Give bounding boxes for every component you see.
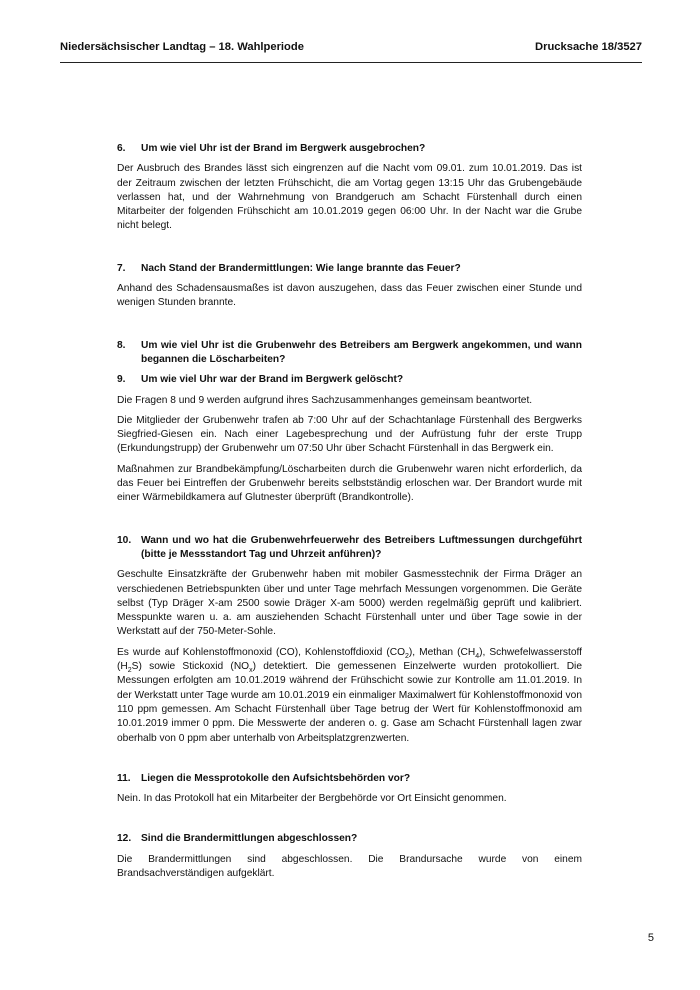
question-9: [117, 373, 582, 387]
question-text: Liegen die Messprotokolle den Aufsichtsbehörden vor?: [141, 772, 411, 784]
header-title: Niedersächsischer Landtag – 18. Wahlperiode: [60, 41, 304, 53]
answer-10-devices: Geschulte Einsatzkräfte der Grubenwehr haben mit mobiler Gasmesstechnik der Firma Dräger an verschiedenen Betriebspunkten über und unter Tage mehrfach Messungen vorgenommen. Die Geräte selbst (Typ Dräger X-am 2500 sowie Dräger X-am 5000) werden regelmäßig geprüft und kalibriert. Messpunkte waren u. a. am ausziehenden Schacht Fürstenhall unter und über Tage sowie in der Werkstatt auf der 750-Meter-Sohle.: [117, 569, 582, 638]
question-text: Um wie viel Uhr war der Brand im Bergwerk gelöscht?: [141, 374, 404, 386]
answer-10-measurements: Es wurde auf Kohlenstoffmonoxid (CO), Kohlenstoffdioxid $(CO_2)$, Methan $(CH_4)$, Schwefelwasserstoff $(H_2S)$ sowie Stickoxid $(NO_x)$ detektiert. Die gemessenen Einzelwerte wurden protokolliert. Die Messungen erfolgten am 10.01.2019 während der Frühschicht sowie zur Kontrolle am 11.01.2019. In der Werkstatt unter Tage wurde am 10.01.2019 ein einmaliger Maximalwert für Kohlenstoffmonoxid von 110 ppm gemessen. Am Schacht Fürstenhall über Tage betrug der Wert für Kohlenstoffmonoxid am 10.01.2019 immer 0 ppm. Die Messwerte der anderen o. g. Gase am Schacht Fürstenhall lagen zwar oberhalb von 0 ppm aber unterhalb von Arbeitsplatzgrenzwerten.: [117, 646, 582, 744]
question-number: 8.: [117, 339, 126, 351]
question-11: [117, 772, 582, 786]
answer-8-9-extinguishing: Maßnahmen zur Brandbekämpfung/Löscharbeiten durch die Grubenwehr waren nicht erforderlich, da das Feuer bei Eintreffen der Grubenwehr bereits selbstständig erloschen war. Der Brandort wurde mit einer Wärmebildkamera auf Glutnester überprüft (Brandkontrolle).: [117, 463, 582, 504]
question-text: Wann und wo hat die Grubenwehrfeuerwehr des Betreibers Luftmessungen durchgeführt (bitte je Messstandort Tag und Uhrzeit anführen)?: [141, 534, 582, 560]
question-text: Nach Stand der Brandermittlungen: Wie lange brannte das Feuer?: [141, 262, 461, 274]
question-number: 12.: [117, 833, 132, 845]
answer-8-9-intro: Die Fragen 8 und 9 werden aufgrund ihres Sachzusammenhanges gemeinsam beantwortet.: [117, 394, 533, 406]
question-7: [117, 262, 582, 276]
question-number: 9.: [117, 374, 126, 386]
question-text: Sind die Brandermittlungen abgeschlossen?: [141, 833, 358, 845]
question-number: 7.: [117, 262, 126, 274]
page-number: 5: [647, 932, 654, 944]
question-8: [117, 339, 582, 368]
document-body: [117, 142, 582, 887]
answer-11: Nein. In das Protokoll hat ein Mitarbeiter der Bergbehörde vor Ort Einsicht genommen.: [117, 793, 507, 805]
question-text: Um wie viel Uhr ist der Brand im Bergwerk ausgebrochen?: [141, 143, 426, 154]
question-number: 6.: [117, 143, 126, 154]
question-text: Um wie viel Uhr ist die Grubenwehr des Betreibers am Bergwerk angekommen, und wann begannen die Löscharbeiten?: [141, 339, 582, 365]
question-number: 10.: [117, 534, 132, 546]
question-number: 11.: [117, 772, 131, 784]
question-10: [117, 534, 582, 563]
answer-12: Die Brandermittlungen sind abgeschlossen. Die Brandursache wurde von einem Brandsachverständigen aufgeklärt.: [117, 853, 582, 879]
document-number: Drucksache 18/3527: [535, 41, 642, 53]
header-divider: [60, 62, 642, 63]
page-header: [60, 40, 642, 54]
question-6: [117, 142, 582, 156]
answer-6: Der Ausbruch des Brandes lässt sich eingrenzen auf die Nacht vom 09.01. zum 10.01.2019. Das ist der Zeitraum zwischen der letzten Frühschicht, die am Vortag gegen 13:15 Uhr das Grubengebäude verlassen hat, und der Wahrnehmung von Brandgeruch am Schacht Fürstenhall durch einen Mitarbeiter der folgenden Frühschicht am 10.01.2019 gegen 06:00 Uhr. In der Nacht war die Grube nicht belegt.: [117, 163, 582, 232]
answer-7: Anhand des Schadensausmaßes ist davon auszugehen, dass das Feuer zwischen einer Stunde und wenigen Stunden brannte.: [117, 283, 582, 309]
answer-8-9-arrival: Die Mitglieder der Grubenwehr trafen ab 7:00 Uhr auf der Schachtanlage Fürstenhall des Bergwerks Siegfried-Giesen ein. Nach einer Lagebesprechung und der Aufrüstung fuhr der erste Trupp (Erkundungstrupp) der Grubenwehr um 07:50 Uhr über Schacht Fürstenhall in das Bergwerk ein.: [117, 414, 582, 455]
question-12: [117, 832, 582, 846]
